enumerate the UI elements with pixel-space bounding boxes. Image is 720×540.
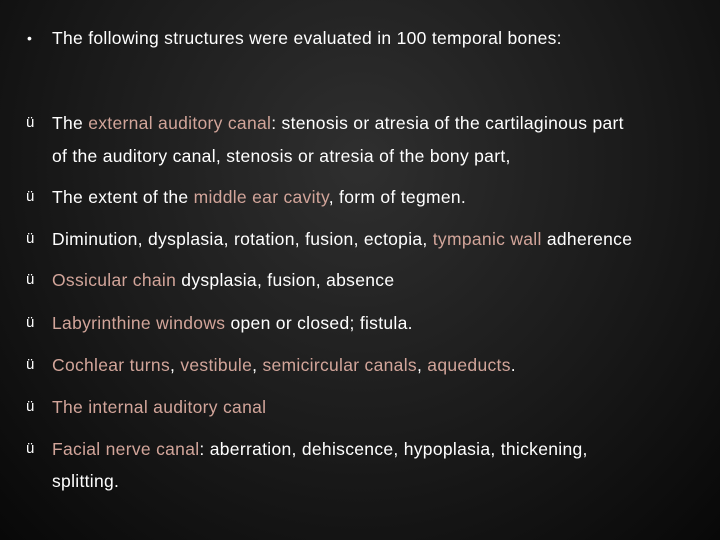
item-text: open or closed; fistula.	[225, 313, 413, 333]
item-text: ,	[170, 355, 181, 375]
item-text: adherence	[541, 229, 633, 249]
item-text: ,	[252, 355, 263, 375]
item-text: Diminution, dysplasia, rotation, fusion, ectopia,	[52, 229, 433, 249]
checkmark-icon: ü	[26, 398, 35, 415]
checkmark-icon: ü	[26, 356, 35, 373]
highlighted-term: Ossicular chain	[52, 270, 177, 290]
highlighted-term: The internal auditory canal	[52, 397, 267, 417]
list-item-ossicular-chain	[52, 269, 394, 291]
list-item-facial-nerve-canal-cont: splitting.	[52, 471, 120, 491]
highlighted-term: aqueducts	[427, 355, 511, 375]
highlighted-term: Cochlear turns	[52, 355, 171, 375]
list-item-internal-auditory-canal	[52, 396, 266, 418]
highlighted-term: Labyrinthine windows	[52, 313, 226, 333]
item-text: : aberration, dehiscence, hypoplasia, thickening,	[199, 439, 588, 459]
item-text: : stenosis or atresia of the cartilaginous part	[271, 113, 624, 133]
item-text: , form of tegmen.	[328, 187, 467, 207]
highlighted-term: semicircular canals	[262, 355, 417, 375]
list-item-labyrinthine-windows	[52, 312, 413, 334]
checkmark-icon: ü	[26, 188, 35, 205]
item-text: The	[52, 113, 89, 133]
list-item-external-auditory-canal-cont: of the auditory canal, stenosis or atresia of the bony part,	[52, 146, 511, 166]
highlighted-term: Facial nerve canal	[52, 439, 200, 459]
intro-text: The following structures were evaluated in 100 temporal bones:	[52, 28, 562, 48]
list-item-middle-ear-cavity	[52, 186, 466, 208]
item-text: ,	[416, 355, 428, 375]
highlighted-term: tympanic wall	[432, 229, 542, 249]
checkmark-icon: ü	[26, 440, 35, 457]
item-text: dysplasia, fusion, absence	[176, 270, 395, 290]
item-text: .	[510, 355, 516, 375]
list-item-cochlear-turns	[52, 354, 516, 376]
checkmark-icon: ü	[26, 114, 35, 131]
checkmark-icon: ü	[26, 271, 35, 288]
list-item-facial-nerve-canal	[52, 438, 588, 460]
highlighted-term: vestibule	[180, 355, 253, 375]
item-text: The extent of the	[52, 187, 194, 207]
highlighted-term: external auditory canal	[88, 113, 272, 133]
highlighted-term: middle ear cavity	[193, 187, 329, 207]
checkmark-icon: ü	[26, 314, 35, 331]
intro-bullet: •	[27, 30, 32, 46]
list-item-tympanic-wall	[52, 228, 632, 250]
list-item-external-auditory-canal	[52, 112, 624, 134]
checkmark-icon: ü	[26, 230, 35, 247]
